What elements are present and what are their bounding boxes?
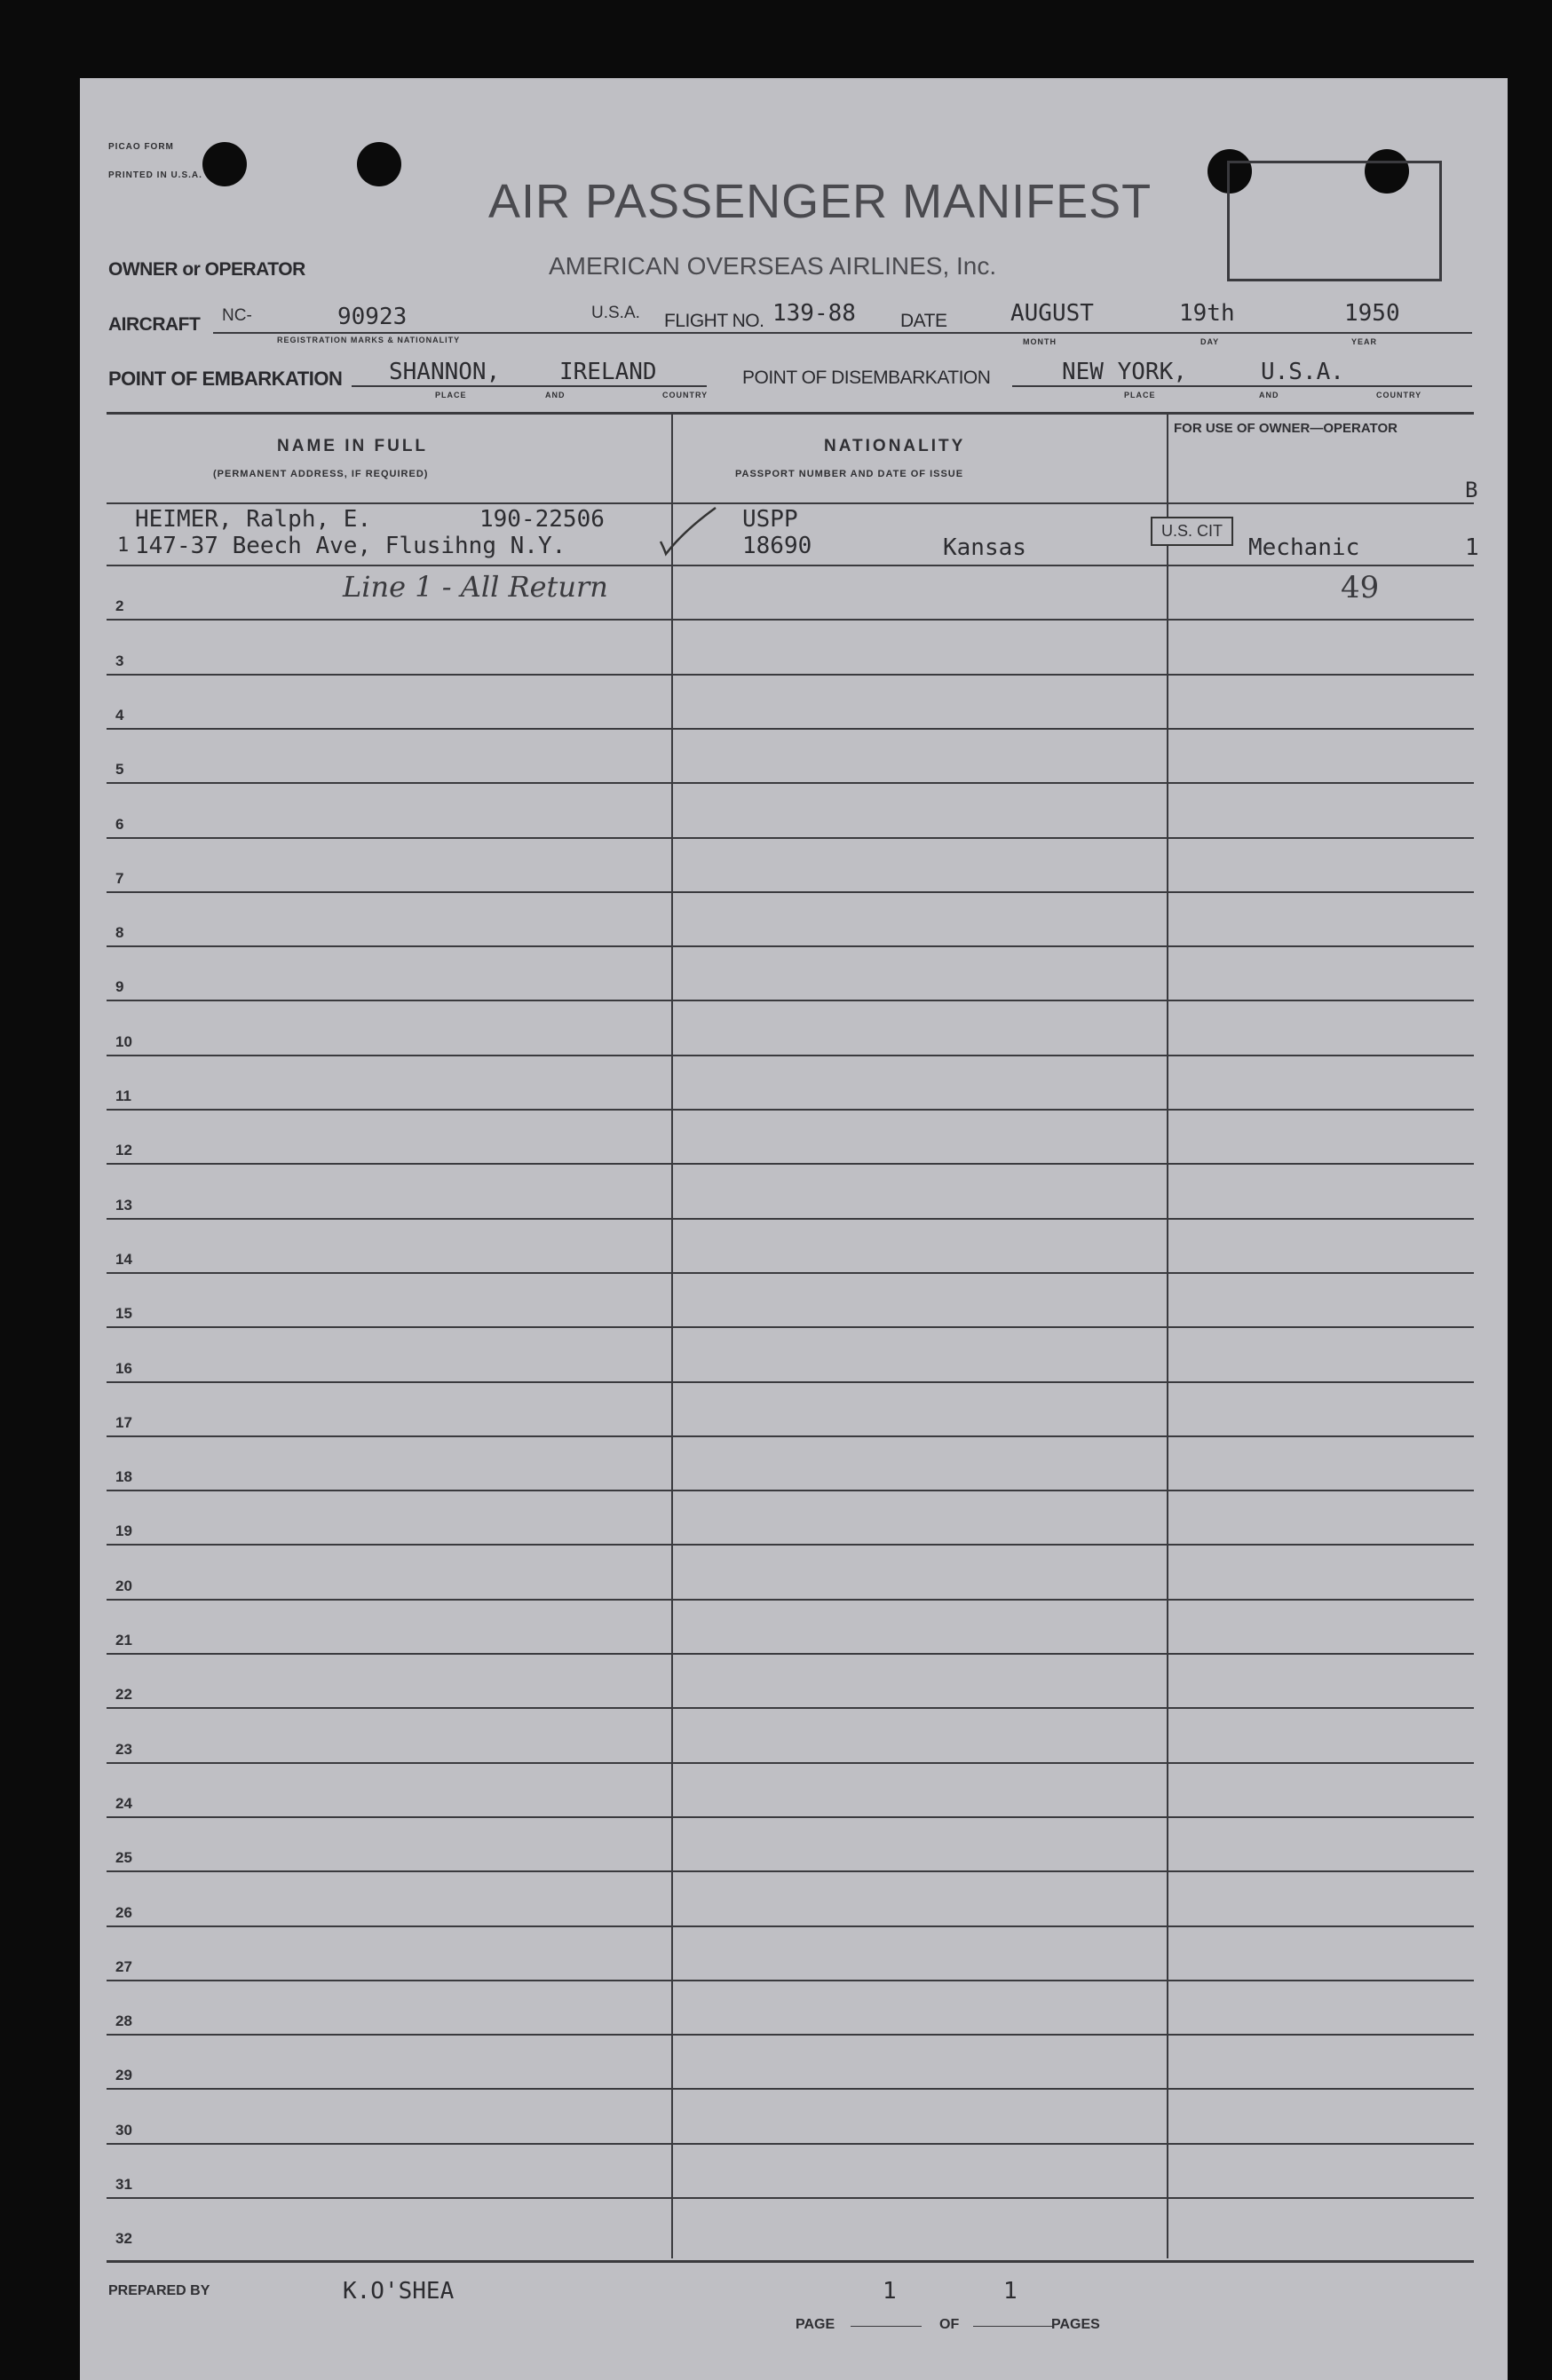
row-underline xyxy=(107,1653,1474,1655)
row-number: 5 xyxy=(115,761,124,779)
manifest-sheet xyxy=(80,78,1508,2380)
embarkation-place: SHANNON, xyxy=(389,359,501,385)
row-number: 30 xyxy=(115,2121,132,2139)
passport-issue-place: Kansas xyxy=(943,534,1026,561)
printed-in-label: PRINTED IN U.S.A. xyxy=(108,170,202,180)
row-underline xyxy=(107,1762,1474,1764)
row-number: 14 xyxy=(115,1250,132,1268)
disembarkation-country: U.S.A. xyxy=(1261,359,1344,385)
form-title: AIR PASSENGER MANIFEST xyxy=(488,175,1152,228)
row-underline xyxy=(107,1599,1474,1601)
page-label: PAGE xyxy=(796,2317,835,2332)
owner-label: OWNER or OPERATOR xyxy=(108,259,305,280)
handwritten-note: Line 1 - All Return xyxy=(343,570,608,604)
row-underline xyxy=(107,1435,1474,1437)
passenger-passport: 18690 xyxy=(742,533,812,559)
month-caption: MONTH xyxy=(1023,337,1057,346)
prepared-by-label: PREPARED BY xyxy=(108,2283,210,2298)
aircraft-registration: 90923 xyxy=(337,304,408,330)
row-underline xyxy=(107,2143,1474,2145)
row-number: 8 xyxy=(115,924,124,942)
passenger-name: HEIMER, Ralph, E. xyxy=(135,506,372,533)
row-number: 27 xyxy=(115,1957,132,1975)
passenger-id: 190-22506 xyxy=(479,506,605,533)
row-number: 18 xyxy=(115,1468,132,1486)
aircraft-prefix: NC- xyxy=(222,306,252,325)
row-underline xyxy=(107,1707,1474,1709)
embarkation-label: POINT OF EMBARKATION xyxy=(108,368,343,390)
stamp-box xyxy=(1227,161,1442,281)
row-number: 22 xyxy=(115,1686,132,1704)
entry-1-underline xyxy=(107,565,1474,566)
row-number: 2 xyxy=(115,597,124,615)
row-underline xyxy=(107,1816,1474,1818)
row-underline xyxy=(107,1218,1474,1220)
embarkation-place-caption: PLACE xyxy=(435,391,467,399)
aircraft-label: AIRCRAFT xyxy=(108,314,201,335)
row-underline xyxy=(107,1326,1474,1328)
row-number: 3 xyxy=(115,652,124,669)
row-underline xyxy=(107,2034,1474,2036)
row-number: 29 xyxy=(115,2067,132,2084)
pages-label: PAGES xyxy=(1051,2317,1100,2332)
row-number: 17 xyxy=(115,1413,132,1431)
page-number: 1 xyxy=(883,2278,897,2305)
embarkation-country: IRELAND xyxy=(559,359,657,385)
column-divider-nationality xyxy=(1167,412,1168,2258)
passenger-address: 147-37 Beech Ave, Flusihng N.Y. xyxy=(135,533,566,559)
punch-hole xyxy=(202,142,247,186)
row-number-1: 1 xyxy=(117,534,130,557)
row-underline xyxy=(107,1055,1474,1056)
row-number: 23 xyxy=(115,1740,132,1758)
row-underline xyxy=(107,1000,1474,1001)
row-number: 19 xyxy=(115,1522,132,1540)
embarkation-and-caption: AND xyxy=(545,391,566,399)
row-number: 21 xyxy=(115,1632,132,1649)
row-underline xyxy=(107,1381,1474,1383)
nationality-column-header: NATIONALITY xyxy=(824,437,966,455)
registration-caption: REGISTRATION MARKS & NATIONALITY xyxy=(277,336,461,344)
flight-label: FLIGHT NO. xyxy=(664,311,764,331)
table-bottom-border xyxy=(107,2260,1474,2263)
embarkation-underline xyxy=(352,385,707,387)
row-underline xyxy=(107,2088,1474,2090)
row-underline xyxy=(107,891,1474,893)
name-column-header: NAME IN FULL xyxy=(277,437,429,455)
row-number: 7 xyxy=(115,869,124,887)
row-underline xyxy=(107,1109,1474,1111)
prepared-by-value: K.O'SHEA xyxy=(343,2278,455,2305)
row-number: 4 xyxy=(115,706,124,723)
row-number: 24 xyxy=(115,1794,132,1812)
citizenship-stamp: U.S. CIT xyxy=(1151,517,1233,546)
column-divider-name xyxy=(671,412,673,2258)
row-number: 12 xyxy=(115,1142,132,1159)
embarkation-country-caption: COUNTRY xyxy=(662,391,709,399)
row-number: 6 xyxy=(115,815,124,833)
row-number: 26 xyxy=(115,1903,132,1921)
of-label: OF xyxy=(939,2317,960,2332)
row-number: 28 xyxy=(115,2012,132,2030)
row-number: 31 xyxy=(115,2176,132,2193)
table-top-border xyxy=(107,412,1474,415)
year-caption: YEAR xyxy=(1351,337,1378,346)
flight-year: 1950 xyxy=(1344,300,1400,327)
passenger-nationality: USPP xyxy=(742,506,798,533)
aircraft-country: U.S.A. xyxy=(591,304,640,322)
disembarkation-and-caption: AND xyxy=(1259,391,1279,399)
disembarkation-place-caption: PLACE xyxy=(1124,391,1156,399)
owner-use-column-header: FOR USE OF OWNER—OPERATOR xyxy=(1174,421,1398,436)
flight-month: AUGUST xyxy=(1010,300,1094,327)
passenger-age: 49 xyxy=(1341,570,1380,605)
row-underline xyxy=(107,782,1474,784)
row-number: 15 xyxy=(115,1305,132,1323)
day-caption: DAY xyxy=(1200,337,1220,346)
row-underline xyxy=(107,1925,1474,1927)
row-number: 25 xyxy=(115,1849,132,1867)
row-number: 10 xyxy=(115,1032,132,1050)
of-underline xyxy=(973,2326,1053,2327)
row-underline xyxy=(107,837,1474,839)
form-number: PICAO FORM xyxy=(108,142,174,152)
owner-use-mark: B xyxy=(1465,478,1478,502)
aircraft-underline xyxy=(213,332,1472,334)
disembarkation-underline xyxy=(1012,385,1472,387)
nationality-column-subheader: PASSPORT NUMBER AND DATE OF ISSUE xyxy=(735,469,964,479)
page-total: 1 xyxy=(1003,2278,1018,2305)
disembarkation-country-caption: COUNTRY xyxy=(1376,391,1422,399)
disembarkation-place: NEW YORK, xyxy=(1062,359,1187,385)
row-number: 11 xyxy=(115,1087,131,1104)
row-underline xyxy=(107,1870,1474,1872)
punch-hole xyxy=(357,142,401,186)
row-number: 20 xyxy=(115,1577,132,1594)
row-underline xyxy=(107,2197,1474,2199)
row-underline xyxy=(107,674,1474,676)
name-column-subheader: (PERMANENT ADDRESS, IF REQUIRED) xyxy=(213,469,429,479)
row-underline xyxy=(107,945,1474,947)
passenger-count: 1 xyxy=(1465,534,1479,561)
page-underline xyxy=(851,2326,922,2327)
owner-value: AMERICAN OVERSEAS AIRLINES, Inc. xyxy=(549,252,997,280)
row-underline xyxy=(107,1544,1474,1546)
row-number: 9 xyxy=(115,978,124,996)
row-number: 13 xyxy=(115,1196,132,1214)
check-mark-icon xyxy=(657,504,719,557)
row-underline xyxy=(107,728,1474,730)
row-underline xyxy=(107,1980,1474,1981)
row-underline xyxy=(107,1163,1474,1165)
row-underline xyxy=(107,1272,1474,1274)
row-underline xyxy=(107,1490,1474,1491)
header-bottom-border xyxy=(107,502,1474,504)
flight-day: 19th xyxy=(1179,300,1235,327)
row-number: 32 xyxy=(115,2230,132,2248)
passenger-occupation: Mechanic xyxy=(1248,534,1360,561)
flight-number: 139-88 xyxy=(772,300,856,327)
row-number: 16 xyxy=(115,1359,132,1377)
disembarkation-label: POINT OF DISEMBARKATION xyxy=(742,368,991,388)
row-underline xyxy=(107,619,1474,621)
date-label: DATE xyxy=(900,311,947,331)
